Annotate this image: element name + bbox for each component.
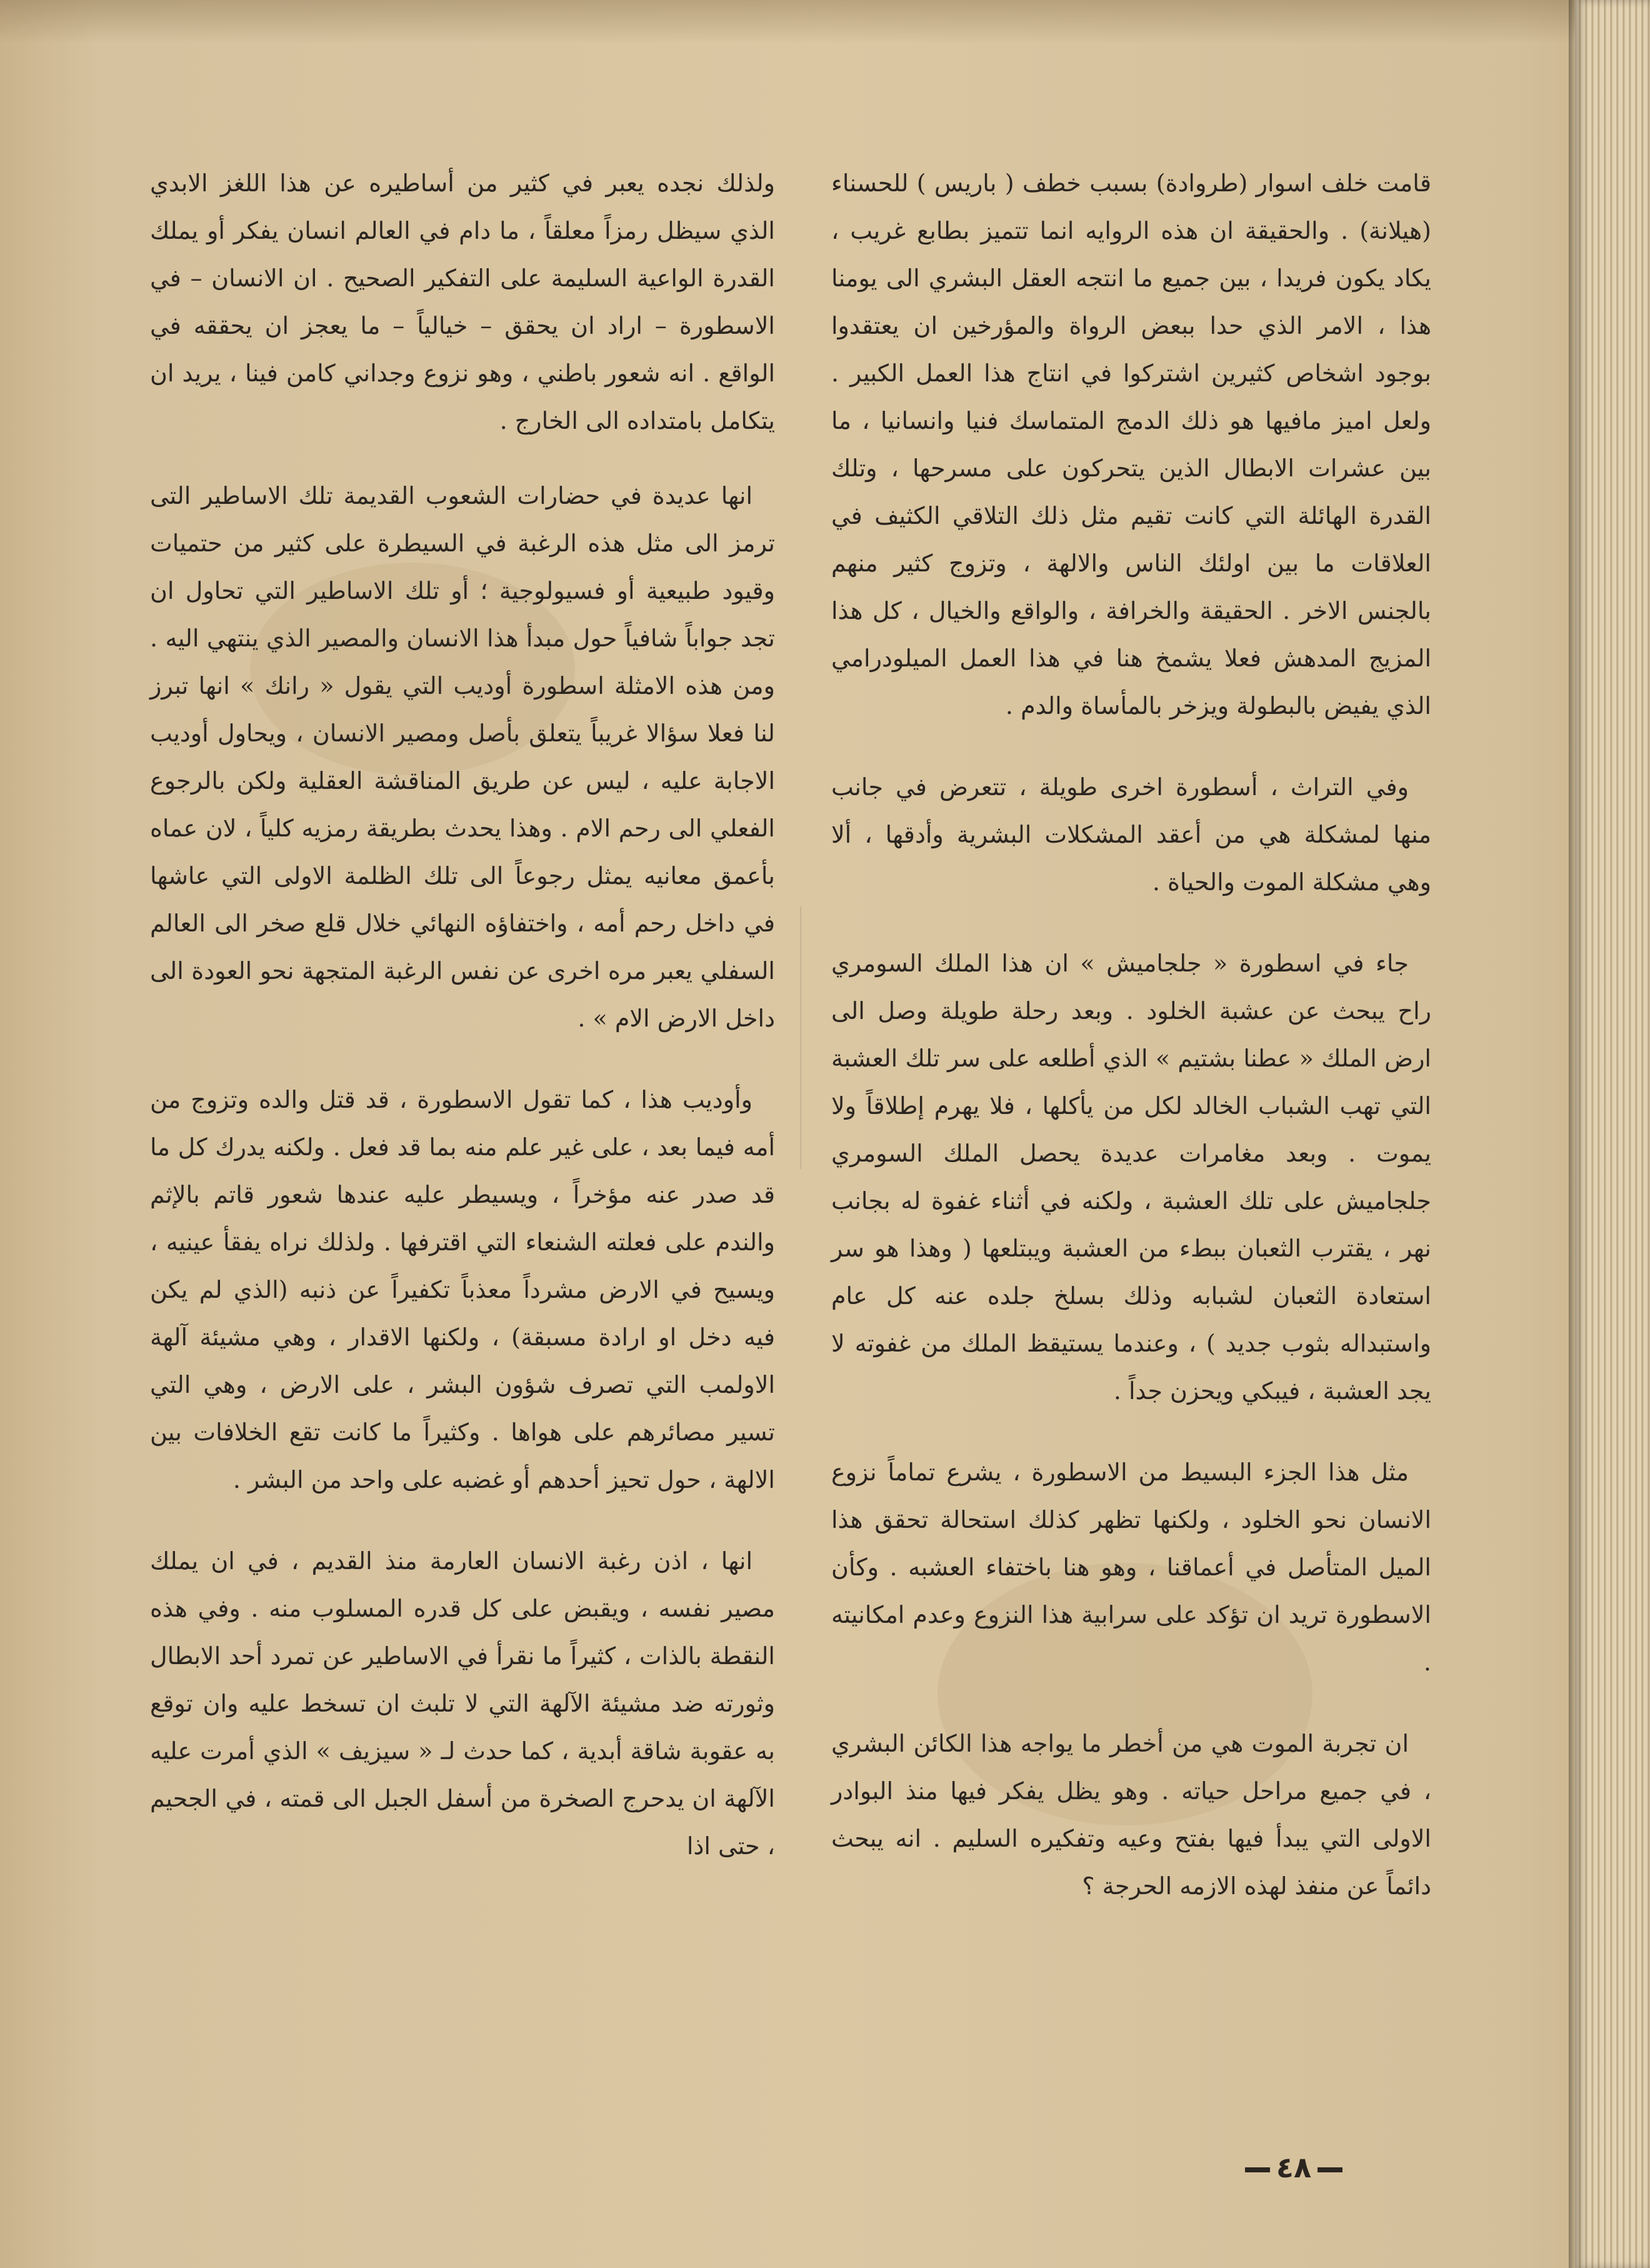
page-number-dash [1245, 2167, 1270, 2172]
paragraph: مثل هذا الجزء البسيط من الاسطورة ، يشرع تماماً نزوع الانسان نحو الخلود ، ولكنها تظهر كذلك استحالة تحقق هذا الميل المتأصل في أعماقنا ، وهو هنا باختفاء العشبه . وكأن الاسطورة تريد ان تؤكد على سرابية هذا النزوع وعدم امكانيته . [831, 1458, 1431, 1676]
page-top-shadow [0, 0, 1575, 44]
left-text-column [150, 159, 775, 1904]
paragraph: وأوديب هذا ، كما تقول الاسطورة ، قد قتل والده وتزوج من أمه فيما بعد ، على غير علم منه بما قد فعل . ولكنه يدرك كل ما قد صدر عنه مؤخراً ، ويسيطر عليه عندها شعور قاتم بالإثم والندم على فعلته الشنعاء التي اقترفها . ولذلك نراه يفقأ عينيه ، ويسيح في الارض مشرداً معذباً تكفيراً عن ذنبه (الذي لم يكن فيه دخل او ارادة مسبقة) ، ولكنها الاقدار ، وهي مشيئة آلهة الاولمب التي تصرف شؤون البشر ، على الارض ، وهي التي تسير مصائرهم على هواها . وكثيراً ما كانت تقع الخلافات بين الالهة ، حول تحيز أحدهم أو غضبه على واحد من البشر . [150, 1086, 776, 1493]
column-divider [800, 906, 801, 1169]
paragraph: انها عديدة في حضارات الشعوب القديمة تلك الاساطير التى ترمز الى مثل هذه الرغبة في السيطرة على كثير من حتميات وقيود طبيعية أو فسيولوجية ؛ أو تلك الاساطير التي تحاول ان تجد جواباً شافياً حول مبدأ هذا الانسان والمصير الذي ينتهي اليه . ومن هذه الامثلة اسطورة أوديب التي يقول « رانك » انها تبرز لنا فعلا سؤالا غريباً يتعلق بأصل ومصير الانسان ، ويحاول أوديب الاجابة عليه ، ليس عن طريق المناقشة العقلية ولكن بالرجوع الفعلي الى رحم الام . وهذا يحدث بطريقة رمزيه كلياً ، لان عماه بأعمق معانيه يمثل رجوعاً الى تلك الظلمة الاولى التي عاشها في داخل رحم أمه ، واختفاؤه النهائي خلال قلع صخر الى العالم السفلي يعبر مره اخرى عن نفس الرغبة المتجهة نحو العودة الى داخل الارض الام » . [150, 482, 775, 1032]
paragraph: انها ، اذن رغبة الانسان العارمة منذ القديم ، في ان يملك مصير نفسه ، ويقبض على كل قدره المسلوب منه . وفي هذه النقطة بالذات ، كثيراً ما نقرأ في الاساطير عن تمرد أحد الابطال وثورته ضد مشيئة الآلهة التي لا تلبث ان تسخط عليه وان توقع به عقوبة شاقة أبدية ، كما حدث لـ « سيزيف » الذي أمرت عليه الآلهة ان يدحرج الصخرة من أسفل الجبل الى قمته ، في الجحيم ، حتى اذا [150, 1547, 775, 1860]
book-page-edges [1575, 0, 1650, 2268]
right-text-column [831, 159, 1431, 1944]
paragraph: جاء في اسطورة « جلجاميش » ان هذا الملك السومري راح يبحث عن عشبة الخلود . وبعد رحلة طويلة وصل الى ارض الملك « عطنا بشتيم » الذي أطلعه على سر تلك العشبة التي تهب الشباب الخالد لكل من يأكلها ، فلا يهرم إطلاقاً ولا يموت . وبعد مغامرات عديدة يحصل الملك السومري جلجاميش على تلك العشبة ، ولكنه في أثناء غفوة له بجانب نهر ، يقترب الثعبان ببطء من العشبة ويبتلعها ( وهذا هو سر استعادة الثعبان لشبابه وذلك بسلخ جلده عنه كل عام واستبداله بثوب جديد ) ، وعندما يستيقظ الملك من غفوته لا يجد العشبة ، فيبكي ويحزن جداً . [831, 950, 1431, 1405]
page-number-value: ٤٨ [1276, 2150, 1312, 2184]
paragraph: قامت خلف اسوار (طروادة) بسبب خطف ( باريس ) للحسناء (هيلانة) . والحقيقة ان هذه الروايه انما تتميز بطابع غريب ، يكاد يكون فريدا ، بين جميع ما انتجه العقل البشري الى يومنا هذا ، الامر الذي حدا ببعض الرواة والمؤرخين ان يعتقدوا بوجود اشخاص كثيرين اشتركوا في انتاج هذا العمل الكبير . ولعل اميز مافيها هو ذلك الدمج المتماسك فنيا وانسانيا ، ما بين عشرات الابطال الذين يتحركون على مسرحها ، وتلك القدرة الهائلة التي كانت تقيم مثل ذلك التلاقي الكثيف في العلاقات ما بين اولئك الناس والالهة ، وتزوج كثير منهم بالجنس الاخر . الحقيقة والخرافة ، والواقع والخيال ، كل هذا المزيج المدهش فعلا يشمخ هنا في هذا العمل الميلودرامي الذي يفيض بالبطولة ويزخر بالمأساة والدم . [831, 169, 1431, 720]
page-number-dash [1318, 2167, 1342, 2172]
paragraph: ولذلك نجده يعبر في كثير من أساطيره عن هذا اللغز الابدي الذي سيظل رمزاً معلقاً ، ما دام في العالم انسان يفكر أو يملك القدرة الواعية السليمة على التفكير الصحيح . ان الانسان – في الاسطورة – اراد ان يحقق – خيالياً – ما يعجز ان يحققه في الواقع . انه شعور باطني ، وهو نزوع وجداني كامن فينا ، يريد ان يتكامل بامتداده الى الخارج . [150, 169, 775, 434]
paragraph: ان تجربة الموت هي من أخطر ما يواجه هذا الكائن البشري ، في جميع مراحل حياته . وهو يظل يفكر فيها منذ البوادر الاولى التي يبدأ فيها بفتح وعيه وتفكيره السليم . انه يبحث دائماً عن منفذ لهذه الازمه الحرجة ؟ [831, 1730, 1431, 1900]
page-number [1219, 2150, 1369, 2184]
paragraph: وفي التراث ، أسطورة اخرى طويلة ، تتعرض في جانب منها لمشكلة هي من أعقد المشكلات البشرية وأدقها ، ألا وهي مشكلة الموت والحياة . [831, 773, 1431, 896]
